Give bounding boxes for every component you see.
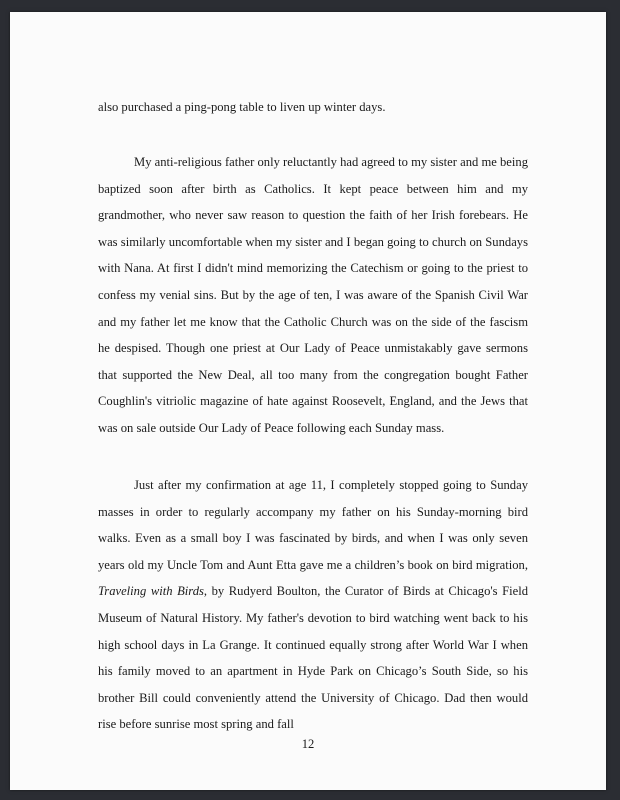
page-number: 12 — [301, 737, 315, 751]
paragraph-3-text-after: , by Rudyerd Boulton, the Curator of Birds at Chicago's Field Museum of Natural History. My father's devotion to bird watching went back to his high school days in La Grange. It continued equally strong after World War I when his family moved to an apartment in Hyde Park on Chicago’s South Side, so his brother Bill could conveniently attend the University of Chicago. Dad then would rise before sunrise most spring and fall — [98, 584, 529, 732]
paragraph-3 — [98, 472, 528, 738]
book-title: Traveling with Birds — [98, 584, 204, 599]
paragraph-2 — [98, 149, 528, 442]
document-page — [10, 12, 606, 790]
paragraph-2-text: My anti-religious father only reluctantly had agreed to my sister and me being baptized soon after birth as Catholics. It kept peace between him and my grandmother, who never saw reason to question the faith of her Irish forebears. He was similarly uncomfortable when my sister and I began going to church on Sundays with Nana. At first I didn't mind memorizing the Catechism or going to the priest to confess my venial sins. But by the age of ten, I was aware of the Spanish Civil War and my father let me know that the Catholic Church was on the side of the fascism he despised. Though one priest at Our Lady of Peace unmistakably gave sermons that supported the New Deal, all too many from the congregation bought Father Coughlin's vitriolic magazine of hate against Roosevelt, England, and the Jews that was on sale outside Our Lady of Peace following each Sunday mass. — [98, 155, 528, 435]
paragraph-3-text — [98, 472, 528, 738]
paragraph-1 — [98, 94, 528, 121]
paragraph-3-text-before: Just after my confirmation at age 11, I completely stopped going to Sunday masses in order to regularly accompany my father on his Sunday-morning bird walks. Even as a small boy I was fascinated by birds, and when I was only seven years old my Uncle Tom and Aunt Etta gave me a children’s book on bird migration, — [98, 478, 528, 572]
paragraph-1-text: also purchased a ping-pong table to liven up winter days. — [98, 100, 386, 114]
